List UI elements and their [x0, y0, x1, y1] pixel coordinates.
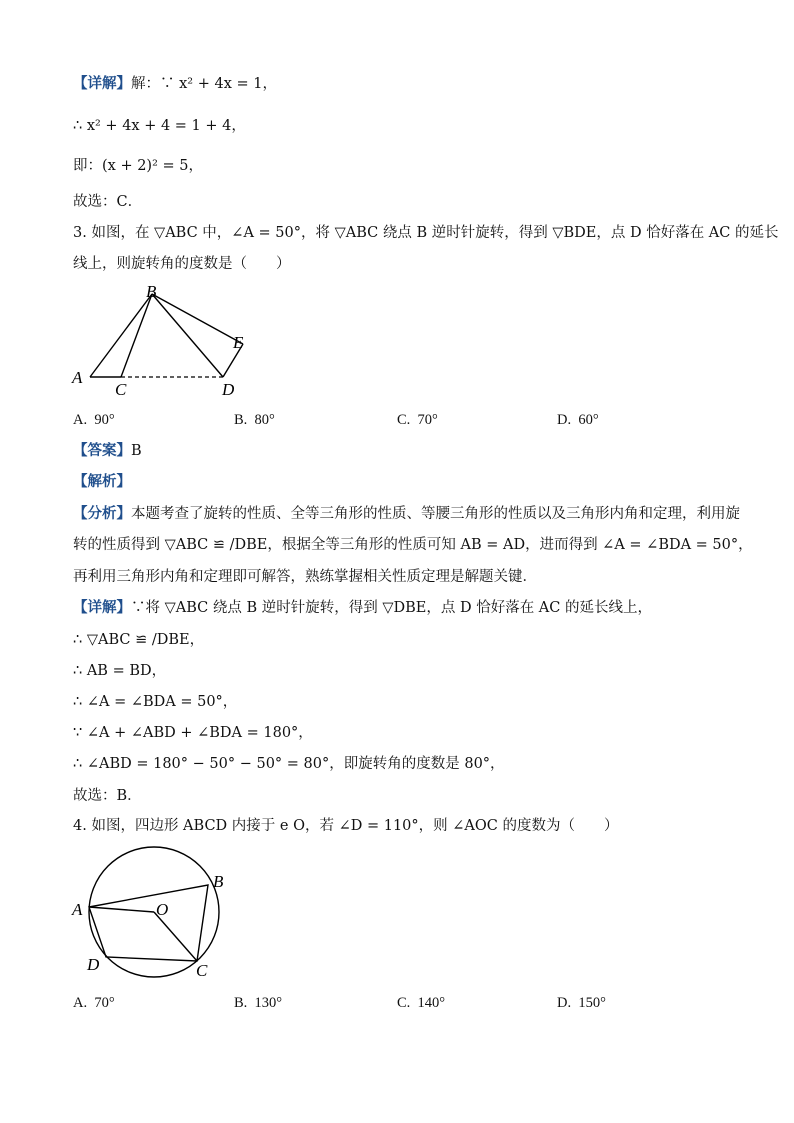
label-e: E	[233, 333, 244, 352]
answer-value: B	[131, 443, 142, 459]
option-text: 70°	[94, 995, 115, 1011]
q3-detail-line5: ∵ ∠A + ∠ABD + ∠BDA = 180°，	[73, 725, 313, 741]
label-b: B	[146, 282, 157, 301]
q3-detail-line1	[73, 598, 652, 618]
q3-option-a	[73, 410, 115, 430]
option-label: C.	[397, 412, 411, 428]
q3-fenxi-line3: 再利用三角形内角和定理即可解答，熟练掌握相关性质定理是解题关键．	[73, 569, 537, 585]
option-label: D.	[557, 412, 572, 428]
segment-ao	[89, 907, 154, 912]
option-text: 70°	[417, 412, 438, 428]
option-text: 150°	[578, 995, 606, 1011]
q3-answer-line	[73, 441, 142, 461]
q3-analysis-heading	[73, 472, 131, 492]
q2-detail-text: 解：∵ x² + 4x = 1，	[131, 76, 277, 92]
q4-option-d	[557, 993, 606, 1013]
q2-detail-line1	[73, 74, 277, 94]
option-label: B.	[234, 995, 248, 1011]
label-a: A	[72, 900, 83, 919]
fenxi-tag: 【分析】	[73, 506, 131, 522]
q3-fenxi-line1	[73, 504, 740, 524]
label-d: D	[222, 380, 235, 399]
segment-bd	[152, 294, 223, 377]
segment-be	[152, 294, 243, 344]
detail-text: ∵将 ▽ABC 绕点 B 逆时针旋转，得到 ▽DBE，点 D 恰好落在 AC 的延长线上，	[131, 600, 652, 616]
q3-option-b	[234, 410, 275, 430]
answer-tag: 【答案】	[73, 443, 131, 459]
option-text: 140°	[417, 995, 446, 1011]
option-label: A.	[73, 412, 88, 428]
option-label: D.	[557, 995, 572, 1011]
option-text: 90°	[94, 412, 115, 428]
q3-fenxi-line2: 转的性质得到 ▽ABC ≌ /DBE，根据全等三角形的性质可知 AB = AD，进而得到 ∠A = ∠BDA = 50°，	[73, 537, 753, 553]
q3-triangle-figure	[66, 282, 256, 400]
quadrilateral-abcd	[89, 885, 208, 961]
q4-option-a	[73, 993, 115, 1013]
q3-option-d	[557, 410, 599, 430]
segment-bc	[121, 294, 152, 377]
q2-detail-line3: 即：(x + 2)² = 5，	[73, 158, 203, 174]
detail-tag: 【详解】	[73, 600, 131, 616]
q2-detail-line4: 故选：C．	[73, 194, 143, 210]
label-c: C	[115, 380, 127, 399]
q2-detail-line2: ∴ x² + 4x + 4 = 1 + 4，	[73, 118, 246, 134]
option-text: 60°	[578, 412, 599, 428]
q4-option-b	[234, 993, 282, 1013]
q4-option-c	[397, 993, 445, 1013]
label-c: C	[196, 961, 208, 980]
analysis-tag: 【解析】	[73, 474, 131, 490]
label-a: A	[72, 368, 83, 387]
option-label: A.	[73, 995, 88, 1011]
q3-stem-line2: 线上，则旋转角的度数是（ ）	[73, 256, 291, 272]
q3-detail-line6: ∴ ∠ABD = 180° − 50° − 50° = 80°，即旋转角的度数是 80°，	[73, 756, 505, 772]
segment-oc	[154, 912, 197, 961]
q3-detail-line2: ∴ ▽ABC ≌ /DBE，	[73, 632, 205, 648]
option-label: B.	[234, 412, 248, 428]
detail-tag: 【详解】	[73, 76, 131, 92]
label-d: D	[87, 955, 100, 974]
fenxi-text: 本题考查了旋转的性质、全等三角形的性质、等腰三角形的性质以及三角形内角和定理，利用旋	[131, 506, 740, 522]
q4-circle-figure	[66, 844, 246, 980]
q3-detail-line7: 故选：B．	[73, 788, 142, 804]
segment-ab	[90, 294, 152, 377]
q4-stem: 4. 如图，四边形 ABCD 内接于 e O，若 ∠D = 110°，则 ∠AOC 的度数为（ ）	[73, 818, 619, 834]
option-text: 80°	[254, 412, 275, 428]
q3-stem-line1: 3. 如图，在 ▽ABC 中，∠A = 50°，将 ▽ABC 绕点 B 逆时针旋转，得到 ▽BDE，点 D 恰好落在 AC 的延长	[73, 225, 779, 241]
q3-detail-line3: ∴ AB = BD，	[73, 663, 167, 679]
label-o: O	[156, 900, 169, 919]
option-text: 130°	[254, 995, 283, 1011]
option-label: C.	[397, 995, 411, 1011]
q3-option-c	[397, 410, 438, 430]
q3-detail-line4: ∴ ∠A = ∠BDA = 50°，	[73, 694, 238, 710]
label-b: B	[213, 872, 224, 891]
